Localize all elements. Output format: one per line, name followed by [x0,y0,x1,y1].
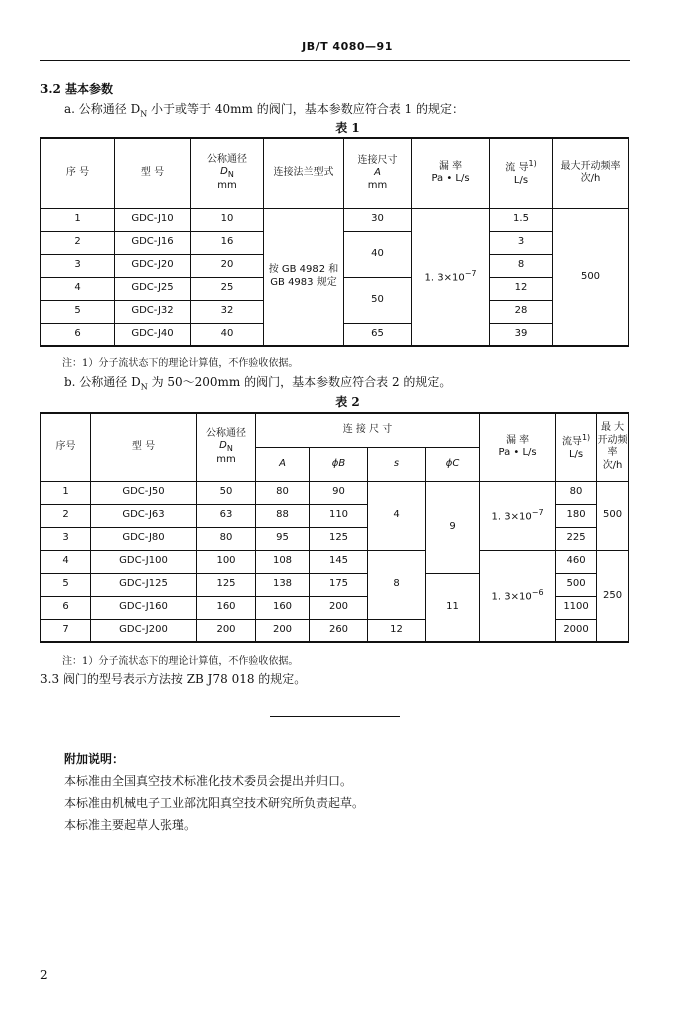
item-a-text: a. 公称通径 $D_N$ 小于或等于 40mm 的阀门，基本参数应符合表 1 的规定： [64,102,464,119]
t1-freq-cell: 500 [553,208,629,346]
t1-flow: 12 [490,277,553,300]
t2-dn: 50 [197,481,256,504]
t1-dn: 20 [191,254,264,277]
t1-header-model: 型 号 [115,138,191,208]
t1-flow: 3 [490,231,553,254]
t2-header-seq: 序号 [41,413,91,481]
t1-header-leak: 漏 率 Pa • L/s [412,138,490,208]
appendix-line-1: 本标准由全国真空技术标准化技术委员会提出并归口。 [64,774,353,788]
t2-header-B: ϕB [310,447,368,481]
t1-dn: 10 [191,208,264,231]
t1-model: GDC-J16 [115,231,191,254]
t1-leak-cell: 1. $3\times 10^{-7}$ [412,208,490,346]
t1-header-dn: 公称通径 $D_N$ mm [191,138,264,208]
t2-B: 125 [310,527,368,550]
t2-leak-b: 1. $3\times 10^{-6}$ [480,550,556,642]
t2-header-leak: 漏 率 Pa • L/s [480,413,556,481]
t1-model: GDC-J20 [115,254,191,277]
table2 [40,412,629,643]
t2-A: 95 [256,527,310,550]
t2-B: 200 [310,596,368,619]
t2-A: 80 [256,481,310,504]
t2-A: 200 [256,619,310,642]
t1-flow: 28 [490,300,553,323]
t2-seq: 7 [41,619,91,642]
table-row [41,550,629,573]
t1-flow: 39 [490,323,553,346]
t1-dn: 32 [191,300,264,323]
t2-flow: 1100 [556,596,597,619]
t1-seq: 1 [41,208,115,231]
t2-header-A: A [256,447,310,481]
t2-seq: 5 [41,573,91,596]
t1-seq: 6 [41,323,115,346]
table1-header-row [41,138,629,208]
t2-dn: 100 [197,550,256,573]
t2-B: 260 [310,619,368,642]
t1-header-flange: 连接法兰型式 [264,138,344,208]
t1-conn: 40 [344,231,412,277]
t1-model: GDC-J32 [115,300,191,323]
t2-dn: 200 [197,619,256,642]
item-b-text: b. 公称通径 $D_N$ 为 50～200mm 的阀门，基本参数应符合表 2 的规定。 [64,375,452,392]
t2-header-s: s [368,447,426,481]
section-divider [270,716,400,717]
t1-seq: 4 [41,277,115,300]
t2-C: 9 [426,481,480,573]
section-3-3-text: 3.3 阀门的型号表示方法按 ZB J78 018 的规定。 [40,672,307,686]
t1-seq: 3 [41,254,115,277]
t2-A: 108 [256,550,310,573]
t2-flow: 2000 [556,619,597,642]
t2-model: GDC-J63 [91,504,197,527]
table1 [40,137,629,347]
t1-conn: 65 [344,323,412,346]
t1-dn: 40 [191,323,264,346]
t1-seq: 2 [41,231,115,254]
t1-header-freq: 最大开动频率 次/h [553,138,629,208]
t2-seq: 6 [41,596,91,619]
t2-model: GDC-J80 [91,527,197,550]
t2-header-C: ϕC [426,447,480,481]
table1-caption: 表 1 [335,121,360,135]
t1-conn: 30 [344,208,412,231]
t1-model: GDC-J25 [115,277,191,300]
t2-model: GDC-J200 [91,619,197,642]
standard-code-header: JB/T 4080—91 [302,40,393,53]
t2-seq: 2 [41,504,91,527]
t2-seq: 1 [41,481,91,504]
t2-model: GDC-J125 [91,573,197,596]
t2-dn: 125 [197,573,256,596]
t2-header-dn: 公称通径 $D_N$ mm [197,413,256,481]
t1-seq: 5 [41,300,115,323]
t2-B: 90 [310,481,368,504]
t2-s: 4 [368,481,426,550]
t2-freq-b: 250 [597,550,629,642]
t1-flow: 1.5 [490,208,553,231]
t2-header-flow: 流导$^{1)}$ L/s [556,413,597,481]
t2-flow: 500 [556,573,597,596]
t2-seq: 3 [41,527,91,550]
t2-model: GDC-J50 [91,481,197,504]
appendix-line-3: 本标准主要起草人张瑾。 [64,818,197,832]
t2-A: 88 [256,504,310,527]
header-rule [40,60,630,61]
table-row [41,481,629,504]
t2-flow: 180 [556,504,597,527]
t2-dn: 160 [197,596,256,619]
t2-A: 138 [256,573,310,596]
t2-flow: 460 [556,550,597,573]
t1-dn: 16 [191,231,264,254]
t1-flow: 8 [490,254,553,277]
t2-B: 110 [310,504,368,527]
table1-footnote: 注：1）分子流状态下的理论计算值，不作验收依据。 [62,358,299,369]
t1-flange-cell: 按 GB 4982 和 GB 4983 规定 [264,208,344,346]
section-3-2-heading: 3.2 基本参数 [40,82,114,96]
t2-s: 8 [368,550,426,619]
t1-header-conn: 连接尺寸 A mm [344,138,412,208]
page-number: 2 [40,968,48,982]
t2-leak-a: 1. $3\times 10^{-7}$ [480,481,556,550]
t2-flow: 225 [556,527,597,550]
t2-model: GDC-J100 [91,550,197,573]
t2-flow: 80 [556,481,597,504]
appendix-line-2: 本标准由机械电子工业部沈阳真空技术研究所负责起草。 [64,796,365,810]
t1-conn: 50 [344,277,412,323]
table-row [41,208,629,231]
table2-footnote: 注：1）分子流状态下的理论计算值，不作验收依据。 [62,656,299,667]
t1-model: GDC-J10 [115,208,191,231]
t2-A: 160 [256,596,310,619]
t2-model: GDC-J160 [91,596,197,619]
t2-B: 175 [310,573,368,596]
t2-seq: 4 [41,550,91,573]
t2-B: 145 [310,550,368,573]
t1-dn: 25 [191,277,264,300]
table2-header-row-1 [41,413,629,447]
t2-dn: 63 [197,504,256,527]
t2-freq-a: 500 [597,481,629,550]
t2-header-freq: 最 大 开动频率 次/h [597,413,629,481]
t1-header-flow: 流 导$^{1)}$ L/s [490,138,553,208]
t1-model: GDC-J40 [115,323,191,346]
t2-C: 11 [426,573,480,642]
t2-dn: 80 [197,527,256,550]
t2-header-model: 型 号 [91,413,197,481]
t1-header-seq: 序 号 [41,138,115,208]
appendix-title: 附加说明： [64,752,125,766]
t2-s: 12 [368,619,426,642]
t2-header-conn: 连 接 尺 寸 [256,413,480,447]
table2-caption: 表 2 [335,395,360,409]
